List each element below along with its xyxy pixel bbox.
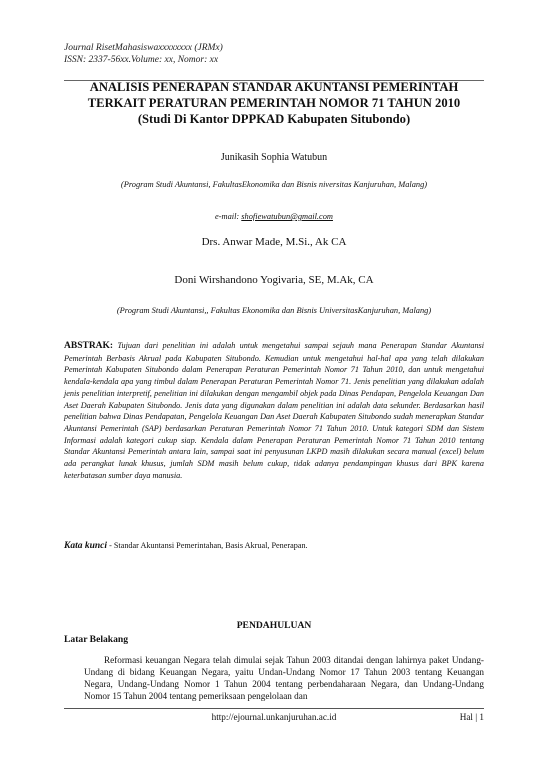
issn-line: ISSN: 2337-56xx.Volume: xx, Nomor: xx <box>64 55 219 65</box>
title-line-2: TERKAIT PERATURAN PEMERINTAH NOMOR 71 TAHUN 2010 <box>87 96 461 110</box>
author-email <box>64 212 484 221</box>
affiliation-1: (Program Studi Akuntansi, FakultasEkonomika dan Bisnis niversitas Kanjuruhan, Malang) <box>120 180 428 189</box>
footer-rule <box>64 708 484 709</box>
paper-title <box>64 79 484 127</box>
subsection-heading: Latar Belakang <box>64 634 129 645</box>
author-3: Doni Wirshandono Yogivaria, SE, M.Ak, CA <box>174 274 374 286</box>
author-2: Drs. Anwar Made, M.Si., Ak CA <box>201 236 347 248</box>
keywords-separator: - <box>107 541 114 550</box>
keywords <box>64 541 484 551</box>
page-number: Hal | 1 <box>459 712 484 722</box>
section-heading: PENDAHULUAN <box>236 620 312 631</box>
email-link[interactable]: shofiewatubun@gmail.com <box>241 212 333 221</box>
abstract-label: ABSTRAK: <box>64 341 114 351</box>
title-line-3: (Studi Di Kantor DPPKAD Kabupaten Situbondo) <box>137 112 411 126</box>
affiliation-2: (Program Studi Akuntansi,, Fakultas Ekonomika dan Bisnis UniversitasKanjuruhan, Malang) <box>116 306 432 315</box>
footer-url[interactable]: http://ejournal.unkanjuruhan.ac.id <box>211 712 337 722</box>
body-paragraph <box>84 654 484 702</box>
paragraph-text: Reformasi keuangan Negara telah dimulai sejak Tahun 2003 ditandai dengan lahirnya paket Undang-Undang di bidang Keuangan Negara, yaitu Undan-Undang Nomor 17 Tahun 2003 tentang Keuangan Negara, Undang-Undang Nomor 1 Tahun 2004 tentang perbendaharaan Negara, dan Undang-Undang Nomor 15 Tahun 2004 tentang pemeriksaan pengelolaan dan <box>84 655 484 701</box>
journal-header <box>64 42 484 66</box>
abstract-text: Tujuan dari penelitian ini adalah untuk mengetahui sampai sejauh mana Penerapan Standar Akuntansi Pemerintah Berbasis Akrual pada Kabupaten Situbondo. Kemudian untuk mengetahui hal-hal apa yang telah dilakukan Pemerintah Kabupaten Situbondo dalam Penerapan Peraturan Pemerintah Nomor 71 Tahun 2010, dan untuk mengetahui kendala-kendala apa yang timbul dalam Penerapan Peraturan Pemerintah Nomor 71. Jenis penelitian yang dilakukan adalah jenis penelitian interpretif, penelitian ini dilakukan dengan mengambil objek pada Dinas Pendapan, Pengelola Keuangan Dan Aset Daerah Kabupaten Situbondo. Jenis data yang digunakan dalam penelitian ini adalah data sekunder. Berdasarkan hasil penelitian bahwa Dinas Pendapatan, Pengelola Keuangan Dan Aset Daerah Kabupaten Situbondo sudah menerapkan Standar Akuntansi Pemerintah (SAP) berdasarkan Peraturan Pemerintah Nomor 71 Tahun 2010. Untuk kategori SDM dan Sistem Informasi adalah kategori cukup siap. Kendala dalam Penerapan Peraturan Pemerintah Nomor 71 Tahun 2010 tentang Standar Akuntansi Pemerintah antara lain, sampai saat ini penyusunan LKPD masih dilakukan secara manual (excel) belum ada perangkat lunak khusus, jumlah SDM masih belum cukup, tidak adanya pendampingan khusus dari BPK karena keterbatasan sumber daya manusia. <box>64 341 484 480</box>
keywords-text: Standar Akuntansi Pemerintahan, Basis Akrual, Penerapan. <box>113 541 308 550</box>
title-line-1: ANALISIS PENERAPAN STANDAR AKUNTANSI PEMERINTAH <box>89 80 459 94</box>
author-1: Junikasih Sophia Watubun <box>220 152 328 163</box>
abstract <box>64 340 484 481</box>
email-label: e-mail: <box>215 212 242 221</box>
journal-name: Journal RisetMahasiswaxxxxxxxx (JRMx) <box>64 43 223 53</box>
keywords-label: Kata kunci <box>64 541 108 551</box>
